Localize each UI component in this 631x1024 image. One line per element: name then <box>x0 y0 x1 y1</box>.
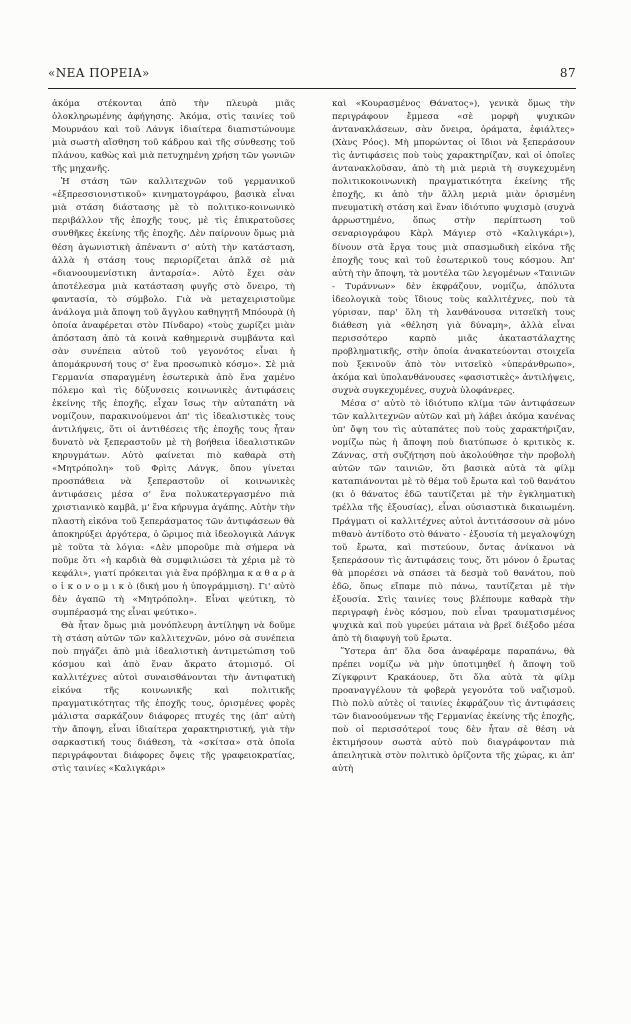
left-column <box>52 98 295 776</box>
paragraph: ἀκόμα στέκονται ἀπὸ τὴν πλευρὰ μιᾶς ὁλοκληρωμένης ἀφήγησης. Ἀκόμα, στὶς ταινίες τοῦ Μουρνάου καὶ τοῦ Λάνγκ ἰδιαίτερα διαπιστώνουμε μιὰ σωστὴ αἴσθηση τοῦ κάδρου καὶ τῆς σύνθεσης τοῦ πλάνου, καθὼς καὶ μιὰ πετυχημένη χρήση τῶν γωνιῶν τῆς μηχανῆς. <box>52 99 295 175</box>
running-head <box>48 66 576 80</box>
journal-title: «ΝΕΑ ΠΟΡΕΙΑ» <box>48 66 150 80</box>
paragraph: Ὕστερα ἀπ' ὅλα ὅσα ἀναφέραμε παραπάνω, θὰ πρέπει νομίζω νὰ μὴν ὑποτιμηθεῖ ἡ ἄποψη τοῦ Ζίγκφριντ Κρακάουερ, ὅτι ὅλα αὐτὰ τὰ φίλμ προαναγγέλουν τὰ φοβερὰ γεγονότα τοῦ ναζισμοῦ. Πιὸ πολὺ αὐτὲς οἱ ταινίες ἐκφράζουν τὶς ἀντιφάσεις τῶν διανοούμενων τῆς Γερμανίας ἐκείνης τῆς ἐποχῆς, ποὺ οἱ περισσότεροί τους δὲν ἦταν σὲ θέση νὰ ἐκτιμήσουν σωστὰ αὐτὸ ποὺ διαγράφονταν πιὰ ἀπειλητικὰ στὸν πολιτικὸ ὁρίζοντα τῆς χώρας, κι ἀπ' αὐτὴ <box>332 646 575 775</box>
paragraph: καὶ «Κουρασμένος Θάνατος»), γενικὰ ὅμως τὴν περιγράφουν ἔμμεσα «σὲ μορφὴ ψυχικῶν ἀντανακλάσεων, σὰν ὄνειρα, ὁράματα, ἐφιάλτες» (Χὰνς Ρόος). Μὴ μπορώντας οἱ ἴδιοι νὰ ξεπεράσουν τὶς ἀντιφάσεις ποὺ τοὺς χαρακτηρίζαν, καὶ οἱ ὁποῖες ἀντανακλοῦσαν, ἀπὸ τὴ μιὰ μεριὰ τὴ συγκεχυμένη πολιτικοκοινωνικὴ πραγματικότητα ἐκείνης τῆς ἐποχῆς, κι ἀπὸ τὴν ἄλλη μεριὰ μιὰν ὁρισμένη πνευματικὴ στάση καὶ ἕναν ἰδιότυπο ψυχισμὸ (συχνὰ ἀρρωστημένο, ὅπως στὴν περίπτωση τοῦ σεναριογράφου Κὰρλ Μάγιερ στὸ «Καλιγκάρι»), δίνουν στὰ ἔργα τους μιὰ σπασμωδικὴ εἰκόνα τῆς ἐποχῆς τους καὶ τοῦ ἐσωτερικοῦ τους κόσμου. Ἀπ' αὐτὴ τὴν ἄποψη, τὰ μοντέλα τῶν λεγομένων «Ταινιῶν - Τυράννων» δὲν ἐκφράζουν, νομίζω, ἀπόλυτα ἰδεολογικὰ τοὺς ἴδιους τοὺς καλλιτέχνες, ποὺ τὰ γύρισαν, παρ' ὅλη τὴ λανθάνουσα νιτσεϊκὴ τους διάθεση γιὰ «θέληση γιὰ δύναμη», ἀλλὰ εἶναι περισσότερο καρπὸ μιᾶς ἀκαταστάλαχτης προβληματικῆς, στὴν ὁποία ἀνακατεύονται στοιχεῖα ποὺ ξεκινοῦν ἀπὸ τὸν νιτσεϊκὸ «ὑπεράνθρωπο», ἀκόμα καὶ ὑπολανθάνουσες «φασιστικὲς» ἀντιλήψεις, συχνὰ συγκεχυμένες, συχνὰ ὑλοφάνερες. <box>332 99 575 397</box>
right-column <box>332 98 575 776</box>
paragraph: Μέσα σ' αὐτὸ τὸ ἰδιότυπο κλίμα τῶν ἀντιφάσεων τῶν καλλιτεχνῶν αὐτῶν καὶ μὴ λάβει ἀκόμα κανένας ὑπ' ὄψη του τὶς αὐταπάτες ποὺ τοὺς χαρακτήριζαν, νομίζω πὼς ἡ ἄποψη ποὺ διατύπωσε ὁ κριτικὸς κ. Ζάννας, στὴ συζήτηση ποὺ ἀκολούθησε τὴν προβολὴ αὐτῶν τῶν ταινιῶν, ὅτι βασικὰ αὐτὰ τὰ φίλμ καταπιάνονται μὲ τὸ θέμα τοῦ ἔρωτα καὶ τοῦ θανάτου (κι ὁ θάνατος ἐδῶ ταυτίζεται μὲ τὴν ἐγκληματικὴ τρέλλα τῆς ἐξουσίας), εἶναι οὐσιαστικὰ δικαιωμένη. Πράγματι οἱ καλλιτέχνες αὐτοὶ ἀντιτάσσουν σὰ μόνο πιθανὸ ἀντίδοτο στὸ θάνατο - ἐξουσία τὴ μεγαλοψύχη τοῦ ἔρωτα, καὶ πιστεύουν, ὄντας ἀνίκανοι νὰ ξεπεράσουν τὶς ἀντιφάσεις τους, ὅτι μόνον ὁ ἔρωτας θὰ μπορέσει νὰ σπάσει τὰ δεσμὰ τοῦ θανάτου, ποὺ ἐδῶ, ὅπως εἴπαμε πιὸ πάνω, ταυτίζεται μὲ τὴν ἐξουσία. Στὶς ταινίες τους βλέπουμε καθαρὰ τὴν περιγραφὴ ἑνὸς κόσμου, ποὺ εἶναι τραυματισμένος ψυχικὰ καὶ ποὺ γυρεύει μάταια νὰ βρεῖ διέξοδο μέσα ἀπὸ τὴ διαφυγὴ τοῦ ἔρωτα. <box>332 399 575 644</box>
paragraph: Ἡ στάση τῶν καλλιτεχνῶν τοῦ γερμανικοῦ «ἐξπρεσσιονιστικοῦ» κινηματογράφου, βασικὰ εἶναι μιὰ στάση διάστασης μὲ τὸ πολιτικο-κοινωνικὸ περιβάλλον τῆς ἐποχῆς τους, μὲ τὶς ἐπικρατοῦσες συνθῆκες ἐκείνης τῆς ἐποχῆς. Δὲν παίρνουν ὅμως μιὰ θέση ἀγωνιστικὴ ἀπέναντι σ' αὐτὴ τὴν κατάσταση, ἀλλὰ ἡ στάση τους περιορίζεται ἁπλᾶ σὲ μιὰ «διανοουμενίστικη ἀνταρσία». Αὐτὸ ἔχει σὰν ἀποτέλεσμα μιὰ κατάσταση φυγῆς στὸ ὄνειρο, τὴ φαντασία, τὸ σύμβολο. Γιὰ νὰ μεταχειριστοῦμε ἀνάλογα μιὰ ἄποψη τοῦ ἄγγλου καθηγητῆ Μπόουρὰ (ἡ ὁποία ἀναφέρεται στὸν Πίνδαρο) «τοὺς χωρίζει μιὰν ἀπόσταση ἀπὸ τὰ κοινὰ καθημερινὰ συμβάντα καὶ σὰν συνέπεια αὐτοῦ τοῦ γεγονότος εἶναι ἡ ἀπομάκρυνσή τους σ' ἕνα προσωπικὸ κόσμο». Σὲ μιὰ Γερμανία σπαραγμένη ἐσωτερικὰ ἀπὸ ἕνα χαμένο πόλεμο καὶ τὶς δὑξυνσεις κοινωνικὲς ἀντιφάσεις ἐκείνης τῆς ἐποχῆς, εἶχαν ἴσως τὴν αὐταπάτη νὰ νομίζουν, παρακινούμενοι ἀπ' τὶς ἰδεαλιστικὲς τους ἀντιλήψεις, ὅτι οἱ ἀντιθέσεις τῆς ἐποχῆς τους ἦταν δυνατὸ νὰ ξεπεραστοῦν μὲ τὴ βοήθεια ἰδεαλιστικῶν κηρυγμάτων. Αὐτὸ φαίνεται πιὸ καθαρὰ στὴ «Μητρόπολη» τοῦ Φρὶτς Λάνγκ, ὅπου γίνεται προσπάθεια νὰ ξεπεραστοῦν οἱ κοινωνικὲς ἀντιφάσεις μέσα σ' ἕνα πολυκατεργασμένο πιὰ χριστιανικὸ καμβᾶ, μ' ἕνα κήρυγμα ἀγάπης. Αὐτὴν τὴν πλαστὴ εἰκόνα τοῦ ξεπεράσματος τῶν ἀντιφάσεων θὰ ἀποκηρύξει ἀργότερα, ὁ ὥριμος πιὰ ἰδεολογικὰ Λάνγκ μὲ τοῦτα τὰ λόγια: «Δὲν μποροῦμε πιὰ σήμερα νὰ ποῦμε ὅτι «ἡ καρδιὰ θὰ συμφιλιώσει τὰ χέρια μὲ τὸ κεφάλι», γιατί πρόκειται γιὰ ἕνα πρόβλημα κ α θ α ρ ὰ ο ἰ κ ο ν ο μ ι κ ὸ (δική μου ἡ ὑπογράμμιση). Γι' αὐτὸ δὲν ἀγαπῶ τὴ «Μητρόπολη». Εἶναι ψεύτικη, τὸ συμπέρασμά της εἶναι ψεύτικο». <box>52 177 295 618</box>
header-rule <box>48 88 576 89</box>
paragraph: Θὰ ἦταν ὅμως μιὰ μονόπλευρη ἀντίληψη νὰ δοῦμε τὴ στάση αὐτῶν τῶν καλλιτεχνῶν, μόνο σὰ συνέπεια ποὺ πηγάζει ἀπὸ μιὰ ἰδεαλιστικὴ ἀντιμετώπιση τοῦ κόσμου καὶ ἀπὸ ἕναν ἄκρατο ἀτομισμό. Οἱ καλλιτέχνες αὐτοὶ συναισθάνονται τὴν ἀντιφατικὴ εἰκόνα τῆς κοινωνικῆς καὶ πολιτικῆς πραγματικότητας τῆς ἐποχῆς τους, ὁρισμένες φορὲς μάλιστα σαρκάζουν διάφορες πτυχές της (ἀπ' αὐτὴ τὴν ἄποψη, εἶναι ἰδιαίτερα χαρακτηριστική, γιὰ τὴν σαρκαστική τους διάθεση, τὰ «σκίτσα» στὰ ὁποῖα περιγράφονται διάφορες ὄψεις τῆς γραφειοκρατίας, στὶς ταινίες «Καλιγκάρι» <box>52 620 295 775</box>
page-number: 87 <box>559 66 576 80</box>
